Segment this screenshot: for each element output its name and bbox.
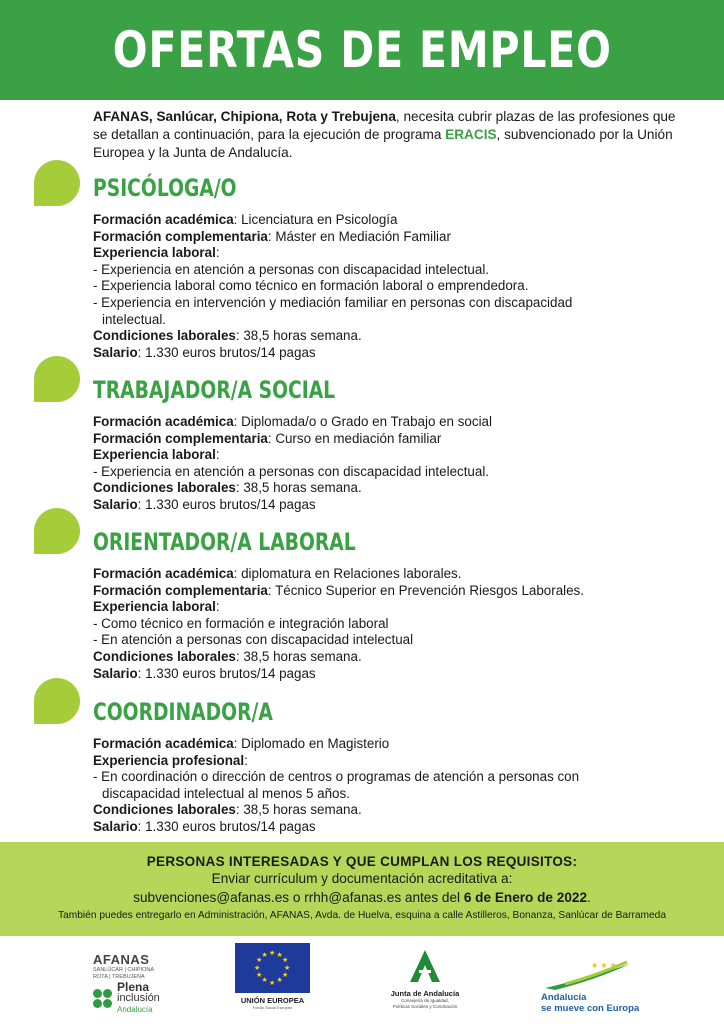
experiencia-item: - Experiencia laboral como técnico en formación laboral o emprendedora. — [93, 278, 529, 294]
formacion-row — [93, 566, 693, 583]
complementaria-label: Formación complementaria — [93, 228, 268, 244]
afanas-name: AFANAS — [93, 952, 150, 967]
job-details — [93, 566, 693, 682]
condiciones-value: : 38,5 horas semana. — [235, 480, 362, 496]
salario-value: : 1.330 euros brutos/14 pagas — [137, 818, 316, 834]
formacion-label: Formación académica — [93, 414, 234, 429]
formacion-label: Formación académica — [93, 566, 234, 581]
swoosh-icon — [535, 958, 635, 992]
intro-program: ERACIS — [445, 127, 497, 142]
andalucia-line-2: se mueve con Europa — [541, 1003, 640, 1014]
eu-star-icon: ★ — [281, 972, 289, 979]
experiencia-item: - Como técnico en formación e integración laboral — [93, 615, 389, 631]
experiencia-label: Experiencia laboral — [93, 245, 216, 261]
experiencia-item: discapacidad intelectual al menos 5 años. — [102, 785, 350, 801]
salario-label: Salario — [93, 818, 138, 834]
job-title: COORDINADOR/A — [93, 698, 273, 726]
experiencia-item: - En atención a personas con discapacidad intelectual — [93, 632, 414, 648]
experiencia-item: intelectual. — [102, 311, 167, 327]
junta-logo — [385, 950, 465, 1009]
andalucia-text: Andalucía — [117, 1005, 153, 1014]
condiciones-label: Condiciones laborales — [93, 802, 236, 818]
formacion-row — [93, 414, 693, 431]
eu-star-icon: ★ — [269, 979, 276, 987]
experiencia-item: - Experiencia en intervención y mediación familiar en personas con discapacidad — [93, 294, 573, 310]
plena-inclusion-logo — [93, 982, 173, 1015]
clover-icon — [93, 989, 113, 1009]
cta-period: . — [587, 890, 591, 905]
formacion-row — [93, 736, 693, 753]
eu-star-icon: ★ — [256, 972, 263, 979]
condiciones-row — [93, 802, 693, 819]
formacion-value: : diplomatura en Relaciones laborales. — [233, 566, 462, 581]
job-details — [93, 736, 693, 836]
complementaria-row — [93, 431, 693, 448]
complementaria-row — [93, 583, 693, 600]
condiciones-value: : 38,5 horas semana. — [235, 648, 362, 664]
salario-row — [93, 345, 693, 362]
salario-row — [93, 819, 693, 836]
eu-star-icon: ★ — [261, 977, 268, 985]
cta-line-1: Enviar currículum y documentación acreditativa a: — [211, 871, 513, 886]
salario-row — [93, 666, 693, 683]
job-title: PSICÓLOGA/O — [93, 174, 237, 202]
job-details — [93, 414, 693, 514]
eu-star-icon: ★ — [276, 977, 283, 985]
eu-flag-icon — [235, 943, 310, 993]
intro-paragraph — [93, 108, 683, 162]
complementaria-value: : Curso en mediación familiar — [267, 430, 442, 446]
experiencia-row: Experiencia laboral: — [93, 447, 220, 463]
intro-text-1: , necesita cubrir plazas de las profesiones que se detallan a continuación, para la ejecución de programa — [93, 109, 676, 142]
salario-label: Salario — [93, 665, 138, 681]
salario-value: : 1.330 euros brutos/14 pagas — [137, 665, 316, 681]
formacion-row — [93, 212, 693, 229]
experiencia-item: - Experiencia en atención a personas con discapacidad intelectual. — [93, 463, 490, 479]
eu-star-icon: ★ — [284, 964, 291, 972]
afanas-sub-2: ROTA | TREBUJENA — [93, 973, 145, 980]
inclusion-text: inclusión — [117, 992, 160, 1004]
condiciones-label: Condiciones laborales — [93, 328, 236, 344]
complementaria-value: : Máster en Mediación Familiar — [267, 228, 451, 244]
condiciones-label: Condiciones laborales — [93, 648, 236, 664]
speech-bubble-icon — [34, 356, 80, 402]
experiencia-label: Experiencia profesional — [93, 752, 245, 768]
junta-sub-2: Políticas Sociales y Conciliación — [392, 1003, 458, 1009]
speech-bubble-icon — [34, 160, 80, 206]
cta-emails: subvenciones@afanas.es o rrhh@afanas.es antes del — [133, 890, 464, 905]
intro-org: AFANAS, Sanlúcar, Chipiona, Rota y Trebujena — [93, 109, 396, 124]
complementaria-value: : Técnico Superior en Prevención Riesgos Laborales. — [267, 582, 584, 598]
experiencia-item: - En coordinación o dirección de centros o programas de atención a personas con — [93, 769, 580, 785]
complementaria-label: Formación complementaria — [93, 430, 268, 446]
experiencia-row: Experiencia laboral: — [93, 245, 220, 261]
application-info-band — [0, 842, 724, 936]
logo-strip — [0, 936, 724, 1024]
plena-text: Plena — [117, 980, 150, 994]
condiciones-label: Condiciones laborales — [93, 480, 236, 496]
experiencia-item: - Experiencia en atención a personas con discapacidad intelectual. — [93, 261, 490, 277]
condiciones-value: : 38,5 horas semana. — [235, 802, 362, 818]
eu-sub: Fondo Social Europeo — [252, 1005, 293, 1010]
formacion-label: Formación académica — [93, 212, 234, 227]
condiciones-row — [93, 328, 693, 345]
job-title: TRABAJADOR/A SOCIAL — [93, 376, 336, 404]
complementaria-label: Formación complementaria — [93, 582, 268, 598]
salario-value: : 1.330 euros brutos/14 pagas — [137, 496, 316, 512]
salario-value: : 1.330 euros brutos/14 pagas — [137, 344, 316, 360]
andalucia-line-1: Andalucía — [541, 992, 587, 1003]
eu-star-icon: ★ — [276, 951, 283, 959]
eu-title: UNIÓN EUROPEA — [240, 996, 305, 1005]
eu-star-icon: ★ — [281, 957, 289, 964]
cta-address: También puedes entregarlo en Administración, AFANAS, Avda. de Huelva, esquina a calle Astilleros, Bonanza, Sanlúcar de Barrameda — [57, 910, 667, 921]
cta-title: PERSONAS INTERESADAS Y QUE CUMPLAN LOS REQUISITOS: — [146, 854, 578, 869]
junta-title: Junta de Andalucía — [390, 989, 460, 998]
formacion-label: Formación académica — [93, 736, 234, 751]
afanas-logo — [93, 952, 173, 1015]
afanas-sub-1: SANLÚCAR | CHIPIONA — [93, 967, 155, 973]
complementaria-row — [93, 229, 693, 246]
job-details — [93, 212, 693, 361]
svg-text:★ ★ ★: ★ ★ ★ — [591, 961, 617, 970]
condiciones-value: : 38,5 horas semana. — [235, 328, 362, 344]
salario-label: Salario — [93, 496, 138, 512]
header-banner — [0, 0, 724, 100]
formacion-value: : Diplomado en Magisterio — [233, 736, 390, 751]
junta-a-icon — [410, 950, 440, 982]
eu-star-icon: ★ — [254, 964, 261, 972]
speech-bubble-icon — [34, 678, 80, 724]
condiciones-row — [93, 649, 693, 666]
page-title: OFERTAS DE EMPLEO — [112, 21, 612, 79]
speech-bubble-icon — [34, 508, 80, 554]
experiencia-label: Experiencia laboral — [93, 447, 216, 463]
eu-star-icon: ★ — [256, 957, 263, 964]
formacion-value: : Licenciatura en Psicología — [233, 212, 398, 227]
formacion-value: : Diplomada/o o Grado en Trabajo en social — [233, 414, 492, 429]
junta-sub-1: Consejería de Igualdad, — [401, 998, 449, 1003]
andalucia-europa-logo — [535, 958, 645, 1014]
intro-text-2: , subvencionado por la Unión Europea y la Junta de Andalucía. — [93, 127, 673, 160]
andalucia-europa-text — [541, 992, 639, 1014]
eu-logo — [235, 943, 310, 1010]
experiencia-row: Experiencia laboral: — [93, 599, 220, 615]
eu-star-icon: ★ — [261, 951, 268, 959]
job-title: ORIENTADOR/A LABORAL — [93, 528, 356, 556]
cta-deadline: 6 de Enero de 2022 — [463, 890, 588, 905]
eu-star-icon: ★ — [269, 949, 276, 957]
cta-line-2 — [0, 888, 724, 907]
experiencia-label: Experiencia laboral — [93, 599, 216, 615]
experiencia-row: Experiencia profesional: — [93, 752, 248, 768]
salario-row — [93, 497, 693, 514]
salario-label: Salario — [93, 344, 138, 360]
condiciones-row — [93, 480, 693, 497]
